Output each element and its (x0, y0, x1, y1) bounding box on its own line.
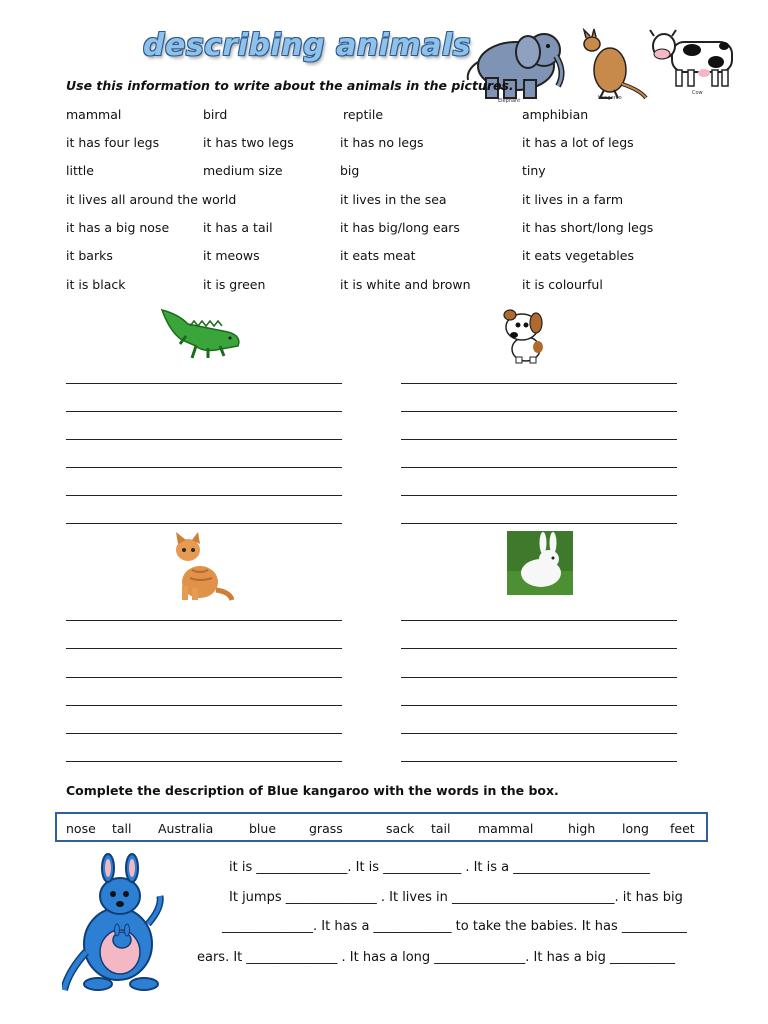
word-green: it is green (203, 277, 266, 292)
box-word-grass: grass (309, 821, 343, 836)
word-box (55, 812, 708, 842)
word-tail: it has a tail (203, 220, 273, 235)
word-big: big (340, 163, 360, 178)
section-heading: Complete the description of Blue kangaroo with the words in the box. (66, 783, 559, 798)
sentence-line-4: ears. It ______________ . It has a long ______________. It has a big __________ (197, 950, 676, 965)
word-medium-size: medium size (203, 163, 283, 178)
word-little: little (66, 163, 94, 178)
box-word-tail: tail (431, 821, 451, 836)
cow-icon (648, 28, 738, 94)
box-word-australia: Australia (158, 821, 214, 836)
word-tiny: tiny (522, 163, 546, 178)
writing-line[interactable] (401, 439, 677, 440)
box-word-high: high (568, 821, 596, 836)
writing-line[interactable] (66, 495, 342, 496)
writing-line[interactable] (66, 383, 342, 384)
writing-line[interactable] (66, 648, 342, 649)
word-big-nose: it has a big nose (66, 220, 170, 235)
box-word-tall: tall (112, 821, 132, 836)
writing-line[interactable] (66, 761, 342, 762)
word-black: it is black (66, 277, 126, 292)
writing-line[interactable] (66, 733, 342, 734)
kangaroo-caption: Kangaroo (598, 95, 622, 101)
writing-line[interactable] (401, 523, 677, 524)
writing-line[interactable] (401, 705, 677, 706)
word-long-ears: it has big/long ears (340, 220, 460, 235)
word-all-around-world: it lives all around the world (66, 192, 237, 207)
word-lives-farm: it lives in a farm (522, 192, 624, 207)
writing-line[interactable] (401, 761, 677, 762)
box-word-feet: feet (670, 821, 695, 836)
writing-line[interactable] (66, 620, 342, 621)
writing-line[interactable] (401, 620, 677, 621)
instructions: Use this information to write about the animals in the pictures. (66, 78, 514, 93)
sentence-line-1: it is ______________. It is ____________ . It is a _____________________ (229, 860, 650, 875)
word-short-long-legs: it has short/long legs (522, 220, 654, 235)
word-lives-sea: it lives in the sea (340, 192, 447, 207)
word-eats-meat: it eats meat (340, 248, 416, 263)
word-no-legs: it has no legs (340, 135, 424, 150)
writing-line[interactable] (401, 495, 677, 496)
writing-line[interactable] (401, 467, 677, 468)
word-colourful: it is colourful (522, 277, 603, 292)
word-white-brown: it is white and brown (340, 277, 471, 292)
writing-line[interactable] (401, 648, 677, 649)
word-two-legs: it has two legs (203, 135, 294, 150)
box-word-blue: blue (249, 821, 277, 836)
word-meows: it meows (203, 248, 260, 263)
writing-line[interactable] (401, 677, 677, 678)
sentence-line-3: ______________. It has a ____________ to take the babies. It has __________ (222, 919, 687, 934)
cow-caption: Cow (692, 90, 703, 96)
box-word-mammal: mammal (478, 821, 534, 836)
word-eats-vegetables: it eats vegetables (522, 248, 634, 263)
crocodile-icon (158, 302, 244, 360)
box-word-sack: sack (386, 821, 415, 836)
box-word-long: long (622, 821, 649, 836)
word-bird: bird (203, 107, 228, 122)
writing-line[interactable] (401, 733, 677, 734)
writing-line[interactable] (66, 523, 342, 524)
word-mammal: mammal (66, 107, 122, 122)
writing-line[interactable] (66, 467, 342, 468)
box-word-nose: nose (66, 821, 96, 836)
writing-line[interactable] (66, 705, 342, 706)
writing-line[interactable] (401, 383, 677, 384)
rabbit-icon (507, 531, 573, 595)
word-amphibian: amphibian (522, 107, 589, 122)
sentence-line-2: It jumps ______________ . It lives in _________________________. it has big (229, 890, 683, 905)
word-lot-of-legs: it has a lot of legs (522, 135, 634, 150)
writing-line[interactable] (66, 411, 342, 412)
word-reptile: reptile (343, 107, 384, 122)
writing-line[interactable] (66, 677, 342, 678)
kangaroo-icon (570, 28, 648, 100)
word-four-legs: it has four legs (66, 135, 160, 150)
writing-line[interactable] (401, 411, 677, 412)
blue-kangaroo-icon (62, 852, 178, 994)
word-barks: it barks (66, 248, 113, 263)
page-title: describing animals (143, 28, 472, 63)
cat-icon (168, 530, 234, 604)
dog-icon (494, 305, 554, 365)
elephant-caption: Elephant (498, 98, 521, 104)
writing-line[interactable] (66, 439, 342, 440)
